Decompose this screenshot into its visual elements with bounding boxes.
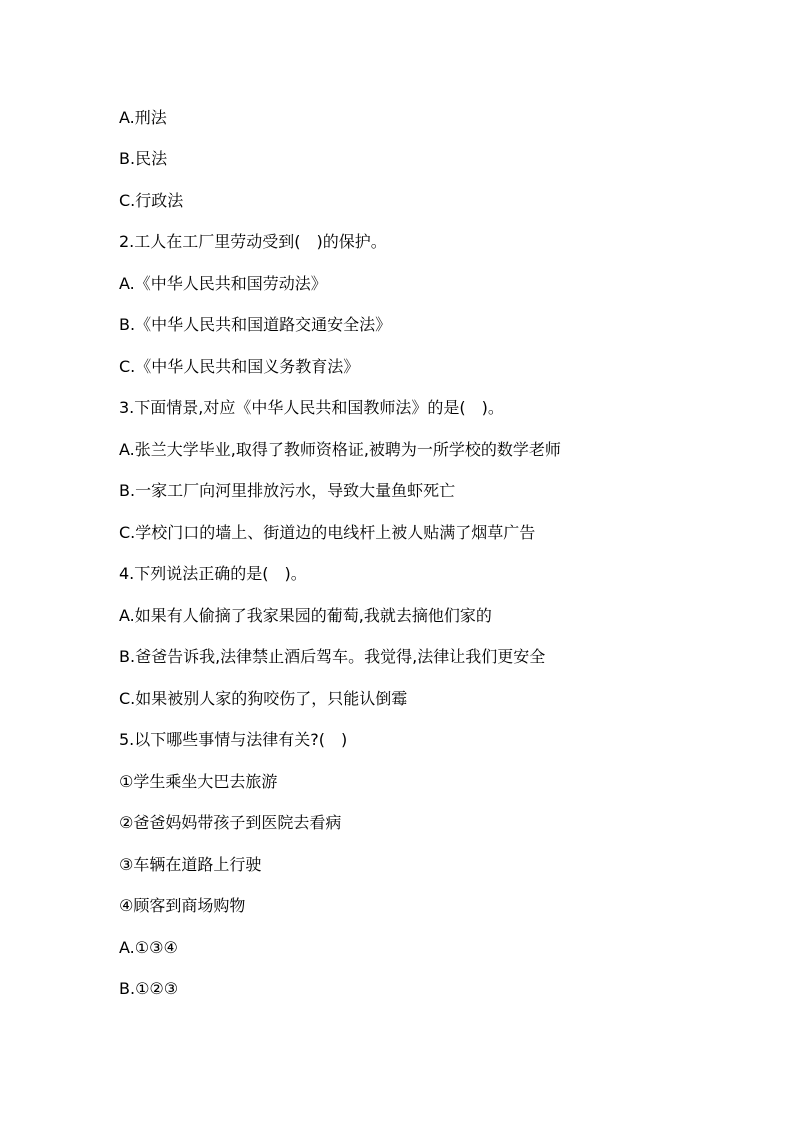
q5-item-2: ②爸爸妈妈带孩子到医院去看病	[119, 813, 342, 832]
option-b-q3: B.一家工厂向河里排放污水，导致大量鱼虾死亡	[119, 481, 456, 500]
option-a-q3: A.张兰大学毕业,取得了教师资格证,被聘为一所学校的数学老师	[119, 440, 561, 459]
option-c-q1: C.行政法	[119, 191, 184, 210]
option-b-q5: B.①②③	[119, 979, 179, 998]
option-a-q4: A.如果有人偷摘了我家果园的葡萄,我就去摘他们家的	[119, 606, 492, 625]
q5-item-1: ①学生乘坐大巴去旅游	[119, 772, 278, 791]
option-c-q4: C.如果被别人家的狗咬伤了，只能认倒霉	[119, 689, 408, 708]
option-b-q1: B.民法	[119, 149, 168, 168]
option-a-q2: A.《中华人民共和国劳动法》	[119, 274, 327, 293]
q5-item-3: ③车辆在道路上行驶	[119, 855, 262, 874]
q5-item-4: ④顾客到商场购物	[119, 896, 246, 915]
option-a-q5: A.①③④	[119, 938, 178, 957]
option-b-q4: B.爸爸告诉我,法律禁止酒后驾车。我觉得,法律让我们更安全	[119, 647, 546, 666]
option-a-q1: A.刑法	[119, 108, 167, 127]
option-c-q2: C.《中华人民共和国义务教育法》	[119, 357, 360, 376]
question-5: 5.以下哪些事情与法律有关?( )	[119, 730, 348, 749]
question-3: 3.下面情景,对应《中华人民共和国教师法》的是( )。	[119, 398, 504, 417]
option-b-q2: B.《中华人民共和国道路交通安全法》	[119, 315, 392, 334]
question-4: 4.下列说法正确的是( )。	[119, 564, 307, 583]
option-c-q3: C.学校门口的墙上、街道边的电线杆上被人贴满了烟草广告	[119, 523, 536, 542]
question-2: 2.工人在工厂里劳动受到( )的保护。	[119, 232, 387, 251]
